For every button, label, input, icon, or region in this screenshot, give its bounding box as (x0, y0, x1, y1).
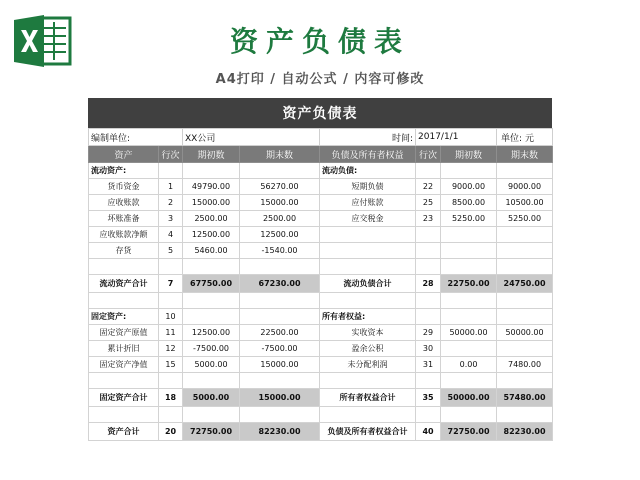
asset-begin[interactable] (183, 293, 240, 309)
asset-line-no[interactable] (159, 163, 183, 179)
liability-end[interactable] (497, 407, 553, 423)
asset-begin[interactable]: 67750.00 (183, 275, 240, 293)
asset-begin[interactable]: 5000.00 (183, 389, 240, 407)
liability-line-no[interactable] (416, 163, 441, 179)
asset-end[interactable]: 12500.00 (240, 227, 320, 243)
liability-end[interactable]: 9000.00 (497, 179, 553, 195)
asset-line-no[interactable]: 12 (159, 341, 183, 357)
liability-end[interactable]: 7480.00 (497, 357, 553, 373)
asset-begin[interactable]: 72750.00 (183, 423, 240, 441)
currency-label: 单位: (501, 133, 523, 144)
liability-line-no[interactable]: 23 (416, 211, 441, 227)
liability-begin[interactable] (441, 163, 497, 179)
asset-end[interactable]: 22500.00 (240, 325, 320, 341)
liability-end[interactable]: 10500.00 (497, 195, 553, 211)
table-row (89, 227, 553, 243)
liability-name[interactable] (320, 227, 416, 243)
liability-begin[interactable]: 0.00 (441, 357, 497, 373)
col-header: 期末数 (497, 146, 553, 163)
asset-end[interactable]: -7500.00 (240, 341, 320, 357)
table-row (89, 407, 553, 423)
liability-line-no[interactable] (416, 407, 441, 423)
liability-line-no[interactable] (416, 373, 441, 389)
column-header-row (89, 146, 553, 163)
asset-end[interactable] (240, 293, 320, 309)
asset-end[interactable]: 82230.00 (240, 423, 320, 441)
liability-line-no[interactable] (416, 243, 441, 259)
asset-line-no[interactable]: 11 (159, 325, 183, 341)
table-row (89, 357, 553, 373)
asset-line-no[interactable]: 4 (159, 227, 183, 243)
table-row (89, 373, 553, 389)
time-label: 时间: (320, 129, 416, 146)
page-title: 资产负债表 (229, 25, 410, 58)
liability-name[interactable]: 短期负债 (320, 179, 416, 195)
asset-line-no[interactable]: 1 (159, 179, 183, 195)
liability-line-no[interactable] (416, 309, 441, 325)
table-row (89, 243, 553, 259)
table-row (89, 259, 553, 275)
liability-name[interactable] (320, 373, 416, 389)
asset-begin[interactable] (183, 309, 240, 325)
liability-end[interactable] (497, 227, 553, 243)
liability-line-no[interactable]: 35 (416, 389, 441, 407)
asset-end[interactable] (240, 309, 320, 325)
asset-name[interactable]: 流动资产合计 (89, 275, 159, 293)
asset-end[interactable] (240, 373, 320, 389)
asset-begin[interactable]: 12500.00 (183, 325, 240, 341)
table-row (89, 195, 553, 211)
table-row (89, 211, 553, 227)
asset-name[interactable] (89, 373, 159, 389)
liability-name[interactable] (320, 243, 416, 259)
liability-name[interactable]: 未分配利润 (320, 357, 416, 373)
liability-begin[interactable]: 5250.00 (441, 211, 497, 227)
liability-line-no[interactable]: 30 (416, 341, 441, 357)
table-row (89, 389, 553, 407)
liability-line-no[interactable] (416, 293, 441, 309)
liability-begin[interactable]: 8500.00 (441, 195, 497, 211)
asset-name[interactable]: 应收账款 (89, 195, 159, 211)
currency-cell (497, 129, 553, 146)
asset-end[interactable]: 67230.00 (240, 275, 320, 293)
liability-name[interactable]: 应交税金 (320, 211, 416, 227)
liability-begin[interactable] (441, 309, 497, 325)
liability-name[interactable]: 流动负债: (320, 163, 416, 179)
asset-name[interactable]: 资产合计 (89, 423, 159, 441)
asset-line-no[interactable]: 7 (159, 275, 183, 293)
asset-line-no[interactable] (159, 407, 183, 423)
asset-line-no[interactable] (159, 373, 183, 389)
asset-name[interactable]: 存货 (89, 243, 159, 259)
asset-name[interactable]: 固定资产: (89, 309, 159, 325)
page-subtitle: A4打印 / 自动公式 / 内容可修改 (215, 72, 425, 87)
liability-end[interactable] (497, 163, 553, 179)
liability-end[interactable] (497, 259, 553, 275)
col-header: 资产 (89, 146, 159, 163)
liability-name[interactable]: 所有者权益合计 (320, 389, 416, 407)
asset-line-no[interactable]: 15 (159, 357, 183, 373)
col-header: 行次 (416, 146, 441, 163)
liability-begin[interactable] (441, 227, 497, 243)
liability-begin[interactable] (441, 243, 497, 259)
asset-begin[interactable] (183, 163, 240, 179)
liability-begin[interactable] (441, 373, 497, 389)
asset-begin[interactable]: 12500.00 (183, 227, 240, 243)
asset-line-no[interactable] (159, 259, 183, 275)
asset-end[interactable] (240, 407, 320, 423)
asset-line-no[interactable]: 18 (159, 389, 183, 407)
liability-line-no[interactable] (416, 259, 441, 275)
table-row (89, 275, 553, 293)
liability-name[interactable]: 盈余公积 (320, 341, 416, 357)
col-header: 负债及所有者权益 (320, 146, 416, 163)
liability-begin[interactable] (441, 259, 497, 275)
time-value[interactable]: 2017/1/1 (416, 129, 497, 146)
liability-begin[interactable]: 22750.00 (441, 275, 497, 293)
liability-name[interactable] (320, 259, 416, 275)
liability-name[interactable]: 应付账款 (320, 195, 416, 211)
asset-end[interactable]: 15000.00 (240, 357, 320, 373)
liability-end[interactable] (497, 293, 553, 309)
asset-end[interactable]: 15000.00 (240, 389, 320, 407)
liability-begin[interactable] (441, 293, 497, 309)
liability-line-no[interactable]: 40 (416, 423, 441, 441)
liability-end[interactable] (497, 373, 553, 389)
asset-end[interactable] (240, 259, 320, 275)
liability-line-no[interactable] (416, 227, 441, 243)
asset-name[interactable]: 固定资产原值 (89, 325, 159, 341)
col-header: 期初数 (183, 146, 240, 163)
asset-end[interactable]: 56270.00 (240, 179, 320, 195)
asset-name[interactable] (89, 293, 159, 309)
asset-begin[interactable]: 15000.00 (183, 195, 240, 211)
info-row (89, 129, 553, 146)
asset-line-no[interactable]: 5 (159, 243, 183, 259)
liability-begin[interactable]: 9000.00 (441, 179, 497, 195)
liability-begin[interactable]: 72750.00 (441, 423, 497, 441)
asset-name[interactable]: 固定资产净值 (89, 357, 159, 373)
liability-end[interactable]: 57480.00 (497, 389, 553, 407)
asset-line-no[interactable]: 3 (159, 211, 183, 227)
liability-end[interactable]: 5250.00 (497, 211, 553, 227)
table-row (89, 325, 553, 341)
asset-end[interactable]: 2500.00 (240, 211, 320, 227)
asset-begin[interactable] (183, 259, 240, 275)
asset-end[interactable]: -1540.00 (240, 243, 320, 259)
asset-begin[interactable]: 5000.00 (183, 357, 240, 373)
balance-sheet (88, 98, 552, 441)
liability-end[interactable] (497, 243, 553, 259)
table-row (89, 309, 553, 325)
col-header: 行次 (159, 146, 183, 163)
asset-line-no[interactable]: 2 (159, 195, 183, 211)
liability-end[interactable] (497, 309, 553, 325)
asset-begin[interactable]: 5460.00 (183, 243, 240, 259)
asset-name[interactable]: 固定资产合计 (89, 389, 159, 407)
liability-line-no[interactable]: 29 (416, 325, 441, 341)
liability-name[interactable]: 所有者权益: (320, 309, 416, 325)
liability-line-no[interactable]: 28 (416, 275, 441, 293)
asset-name[interactable]: 流动资产: (89, 163, 159, 179)
liability-begin[interactable]: 50000.00 (441, 325, 497, 341)
asset-name[interactable]: 累计折旧 (89, 341, 159, 357)
liability-begin[interactable]: 50000.00 (441, 389, 497, 407)
currency-value[interactable]: 元 (524, 133, 534, 144)
liability-end[interactable]: 82230.00 (497, 423, 553, 441)
unit-label: 编制单位: (89, 129, 183, 146)
liability-name[interactable]: 实收资本 (320, 325, 416, 341)
col-header: 期初数 (441, 146, 497, 163)
asset-line-no[interactable]: 10 (159, 309, 183, 325)
asset-name[interactable]: 货币资金 (89, 179, 159, 195)
liability-end[interactable] (497, 341, 553, 357)
liability-line-no[interactable]: 31 (416, 357, 441, 373)
asset-begin[interactable] (183, 373, 240, 389)
asset-begin[interactable]: -7500.00 (183, 341, 240, 357)
table-row (89, 163, 553, 179)
liability-end[interactable]: 24750.00 (497, 275, 553, 293)
liability-line-no[interactable]: 22 (416, 179, 441, 195)
asset-name[interactable]: 应收账款净额 (89, 227, 159, 243)
asset-begin[interactable] (183, 407, 240, 423)
table-row (89, 423, 553, 441)
liability-name[interactable] (320, 293, 416, 309)
table-row (89, 179, 553, 195)
sheet-title: 资产负债表 (88, 98, 552, 128)
liability-end[interactable]: 50000.00 (497, 325, 553, 341)
balance-table (88, 128, 553, 441)
asset-name[interactable]: 坏账准备 (89, 211, 159, 227)
asset-line-no[interactable] (159, 293, 183, 309)
asset-name[interactable] (89, 407, 159, 423)
liability-begin[interactable] (441, 341, 497, 357)
liability-name[interactable]: 流动负债合计 (320, 275, 416, 293)
table-row (89, 341, 553, 357)
asset-name[interactable] (89, 259, 159, 275)
unit-value[interactable]: XX公司 (183, 129, 320, 146)
asset-end[interactable]: 15000.00 (240, 195, 320, 211)
col-header: 期末数 (240, 146, 320, 163)
liability-name[interactable]: 负债及所有者权益合计 (320, 423, 416, 441)
liability-name[interactable] (320, 407, 416, 423)
liability-line-no[interactable]: 25 (416, 195, 441, 211)
asset-end[interactable] (240, 163, 320, 179)
asset-begin[interactable]: 2500.00 (183, 211, 240, 227)
liability-begin[interactable] (441, 407, 497, 423)
asset-begin[interactable]: 49790.00 (183, 179, 240, 195)
table-row (89, 293, 553, 309)
asset-line-no[interactable]: 20 (159, 423, 183, 441)
